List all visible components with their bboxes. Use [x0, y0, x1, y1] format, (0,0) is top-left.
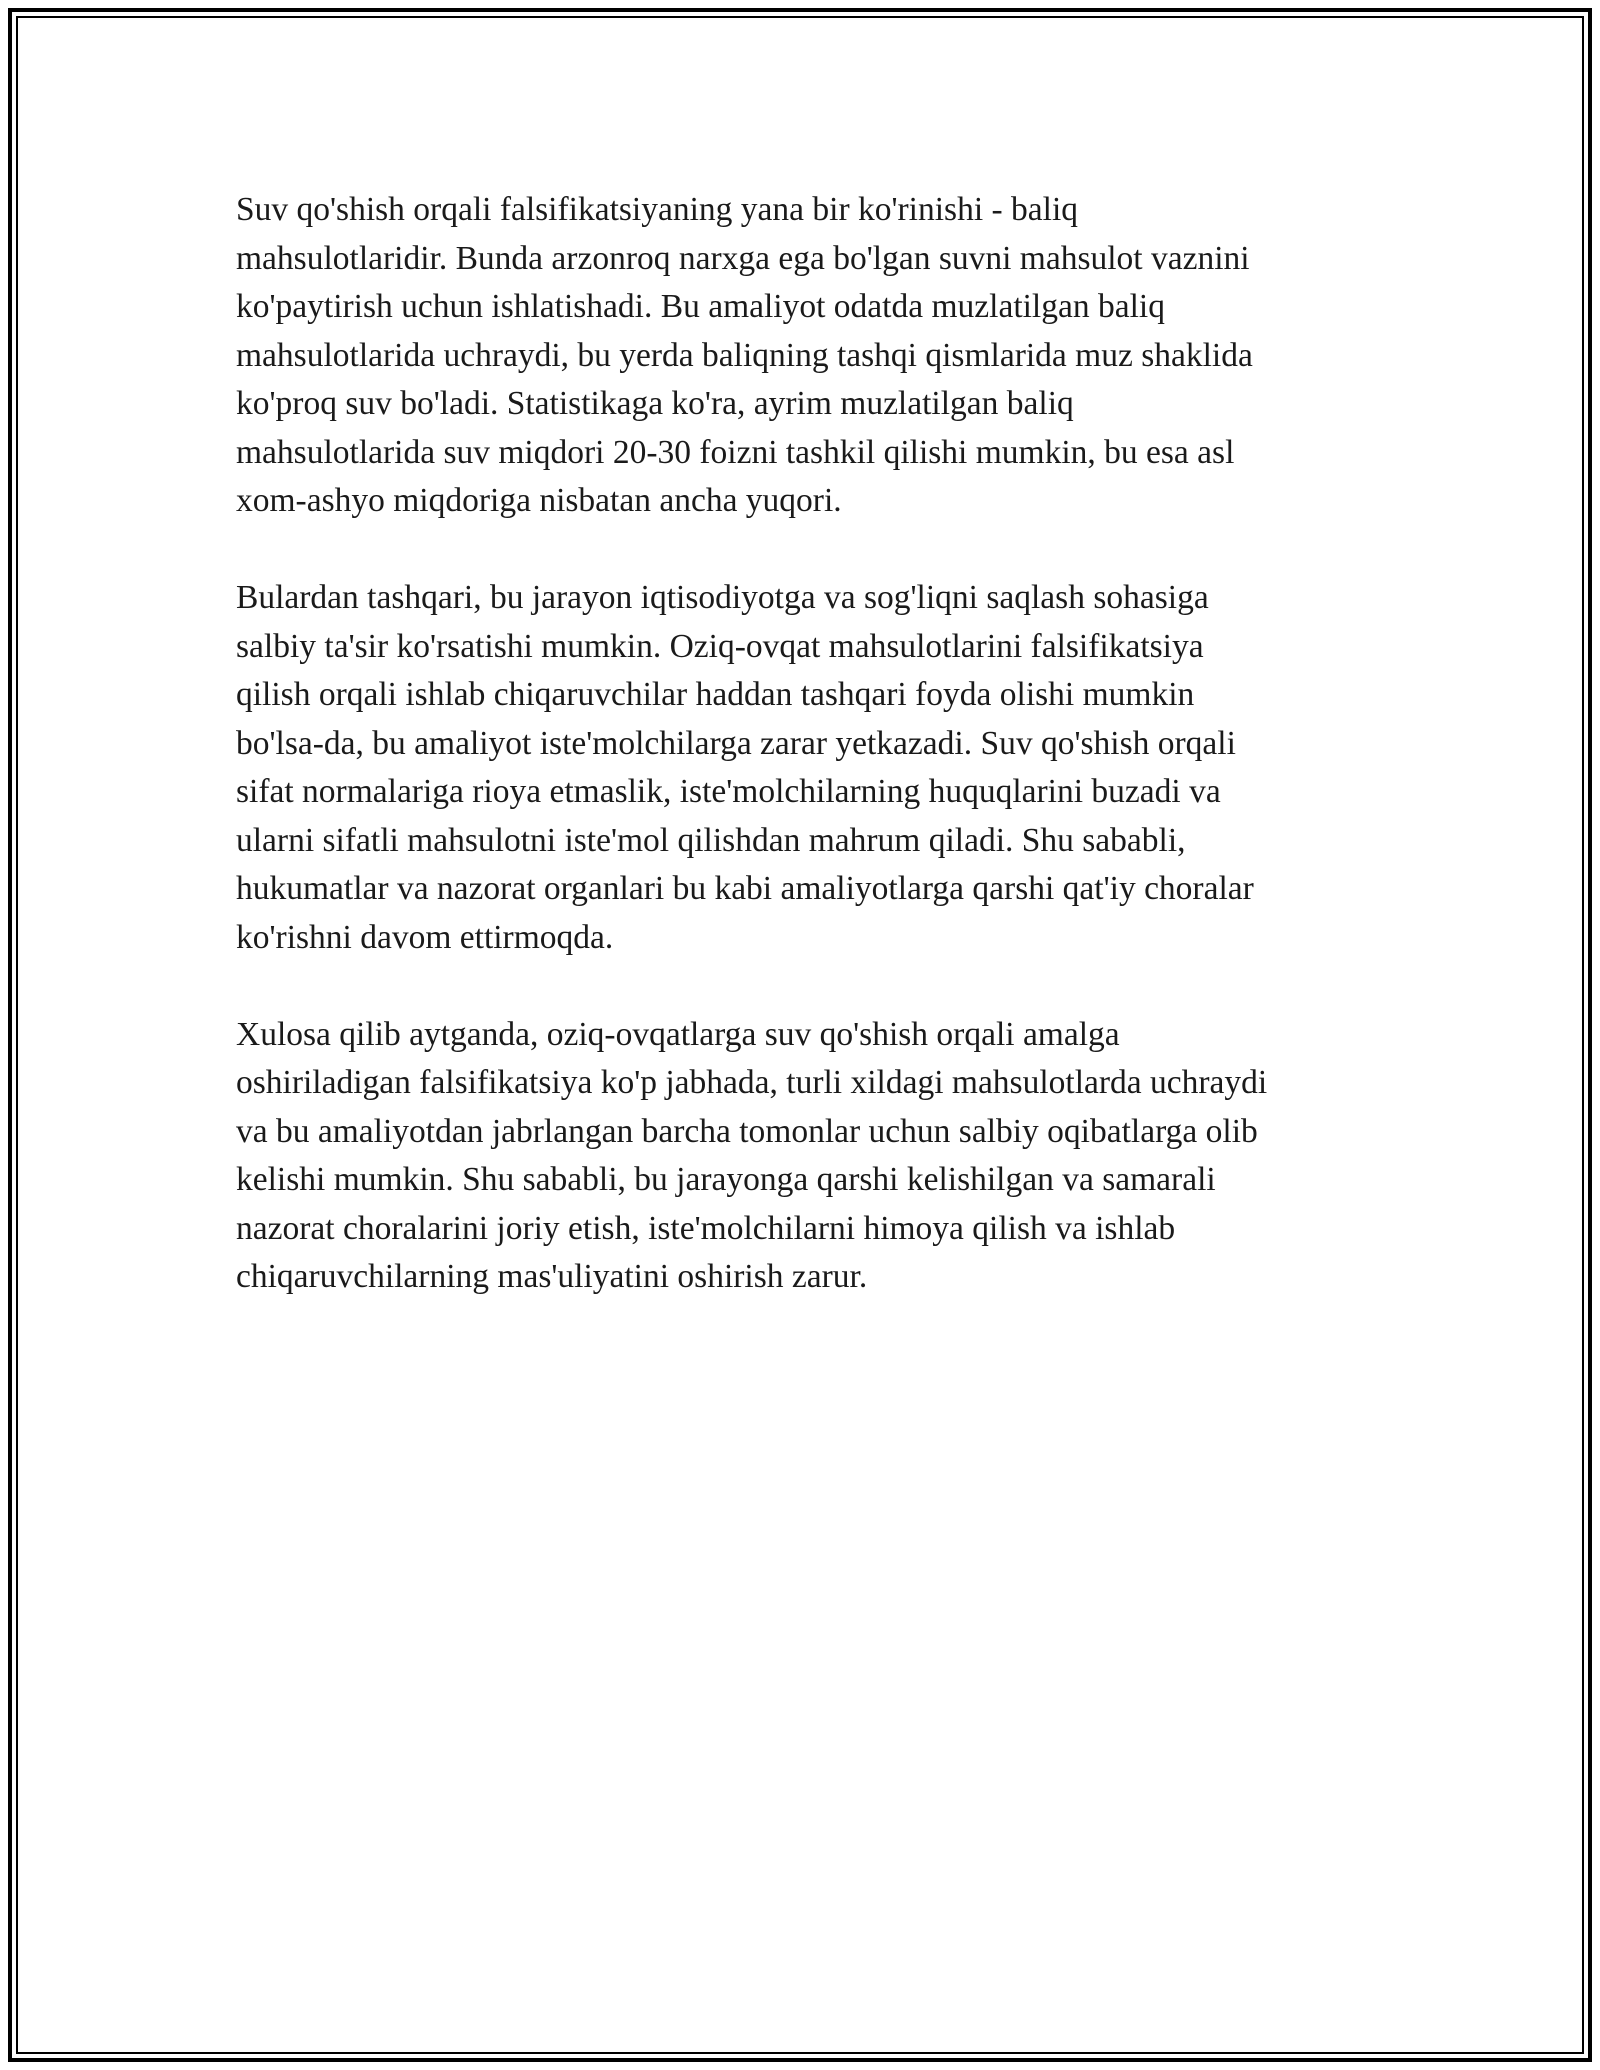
text-line: hukumatlar va nazorat organlari bu kabi amaliyotlarga qarshi qat'iy choralar	[236, 870, 1254, 907]
text-line: mahsulotlarida uchraydi, bu yerda baliqning tashqi qismlarida muz shaklida	[236, 336, 1253, 374]
text-line: salbiy ta'sir ko'rsatishi mumkin. Oziq-ovqat mahsulotlarini falsifikatsiya	[236, 627, 1204, 665]
text-line: sifat normalariga rioya etmaslik, iste'molchilarning huquqlarini buzadi va	[236, 773, 1221, 810]
text-line: Suv qo'shish orqali falsifikatsiyaning yana bir ko'rinishi - baliq	[236, 191, 1079, 228]
document-body	[236, 186, 1386, 1302]
text-line: va bu amaliyotdan jabrlangan barcha tomonlar uchun salbiy oqibatlarga olib	[236, 1112, 1258, 1150]
text-line: oshiriladigan falsifikatsiya ko'p jabhada, turli xildagi mahsulotlarda uchraydi	[236, 1064, 1268, 1101]
text-line: mahsulotlarida suv miqdori 20-30 foizni tashkil qilishi mumkin, bu esa asl	[236, 433, 1235, 471]
text-line: kelishi mumkin. Shu sababli, bu jarayonga qarshi kelishilgan va samarali	[236, 1161, 1216, 1198]
text-line: chiqaruvchilarning mas'uliyatini oshirish zarur.	[236, 1258, 868, 1295]
text-line: bo'lsa-da, bu amaliyot iste'molchilarga zarar yetkazadi. Suv qo'shish orqali	[236, 724, 1236, 762]
paragraph-2	[236, 574, 1386, 962]
text-line: Xulosa qilib aytganda, oziq-ovqatlarga suv qo'shish orqali amalga	[236, 1015, 1120, 1053]
paragraph-3	[236, 1011, 1386, 1302]
text-line: xom-ashyo miqdoriga nisbatan ancha yuqori.	[236, 482, 842, 519]
text-line: Bulardan tashqari, bu jarayon iqtisodiyotga va sog'liqni saqlash sohasiga	[236, 579, 1209, 616]
text-line: ko'rishni davom ettirmoqda.	[236, 918, 614, 956]
text-line: nazorat choralarini joriy etish, iste'molchilarni himoya qilish va ishlab	[236, 1209, 1176, 1247]
text-line: mahsulotlaridir. Bunda arzonroq narxga ega bo'lgan suvni mahsulot vaznini	[236, 239, 1250, 277]
text-line: ularni sifatli mahsulotni iste'mol qilishdan mahrum qiladi. Shu sababli,	[236, 821, 1186, 859]
text-line: qilish orqali ishlab chiqaruvchilar haddan tashqari foyda olishi mumkin	[236, 676, 1195, 713]
text-line: ko'paytirish uchun ishlatishadi. Bu amaliyot odatda muzlatilgan baliq	[236, 288, 1165, 325]
text-line: ko'proq suv bo'ladi. Statistikaga ko'ra, ayrim muzlatilgan baliq	[236, 385, 1074, 422]
paragraph-spacer	[236, 962, 1386, 1011]
paragraph-1	[236, 186, 1386, 526]
paragraph-spacer	[236, 526, 1386, 575]
